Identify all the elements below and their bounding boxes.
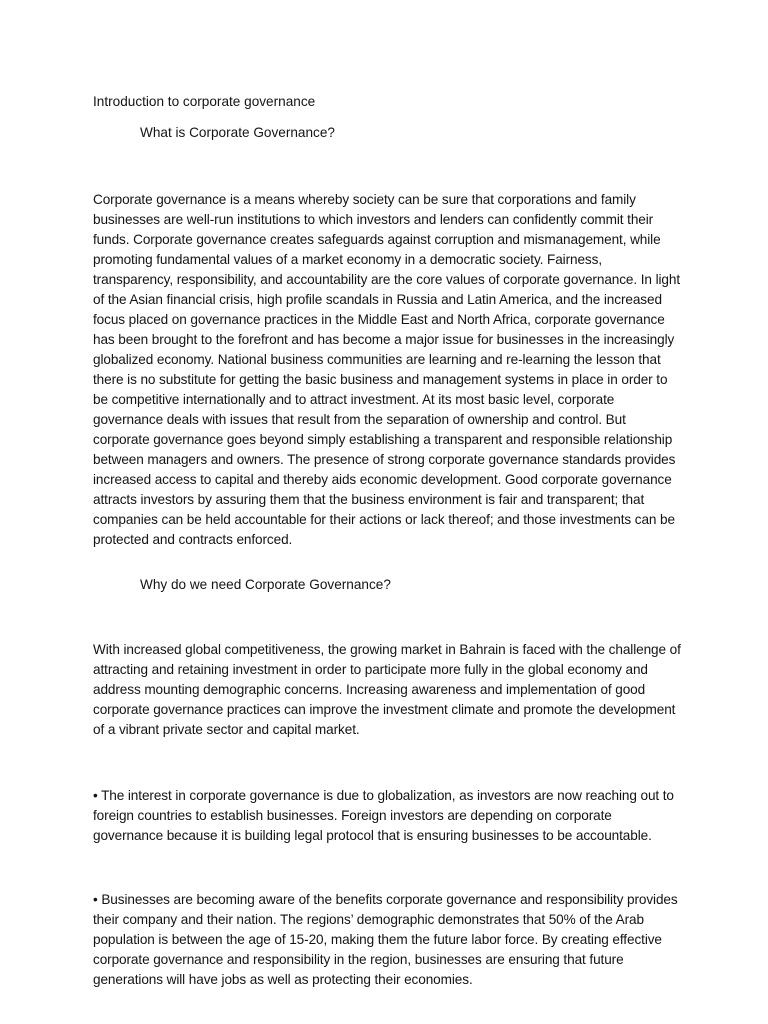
paragraph-bahrain: With increased global competitiveness, the growing market in Bahrain is faced with the challenge of attracting and retaining investment in order to participate more fully in the global economy and address mounting demographic concerns. Increasing awareness and implementation of good corporate governance practices can improve the investment climate and promote the development of a vibrant private sector and capital market. xyxy=(93,642,681,737)
paragraph-definition: Corporate governance is a means whereby society can be sure that corporations and family businesses are well-run institutions to which investors and lenders can confidently commit their funds. Corporate governance creates safeguards against corruption and mismanagement, while promoting fundamental values of a market economy in a democratic society. Fairness, transparency, responsibility, and accountability are the core values of corporate governance. In light of the Asian financial crisis, high profile scandals in Russia and Latin America, and the increased focus placed on governance practices in the Middle East and North Africa, corporate governance has been brought to the forefront and has become a major issue for businesses in the increasingly globalized economy. National business communities are learning and re-learning the lesson that there is no substitute for getting the basic business and management systems in place in order to be competitive internationally and to attract investment. At its most basic level, corporate governance deals with issues that result from the separation of ownership and control. But corporate governance goes beyond simply establishing a transparent and responsible relationship between managers and owners. The presence of strong corporate governance standards provides increased access to capital and thereby aids economic development. Good corporate governance attracts investors by assuring them that the business environment is fair and transparent; that companies can be held accountable for their actions or lack thereof; and those investments can be protected and contracts enforced. xyxy=(93,192,681,547)
bullet-demographics: • Businesses are becoming aware of the benefits corporate governance and responsibility provides their company and their nation. The regions’ demographic demonstrates that 50% of the Arab population is between the age of 15-20, making them the future labor force. By creating effective corporate governance and responsibility in the region, businesses are ensuring that future generations will have jobs as well as protecting their economies. xyxy=(93,892,678,987)
section-heading-what-is: What is Corporate Governance? xyxy=(140,125,335,140)
document-title: Introduction to corporate governance xyxy=(93,94,316,109)
section-heading-why-need: Why do we need Corporate Governance? xyxy=(140,577,391,592)
bullet-globalization: • The interest in corporate governance is due to globalization, as investors are now reaching out to foreign countries to establish businesses. Foreign investors are depending on corporate governance because it is building legal protocol that is ensuring businesses to be accountable. xyxy=(93,788,674,843)
